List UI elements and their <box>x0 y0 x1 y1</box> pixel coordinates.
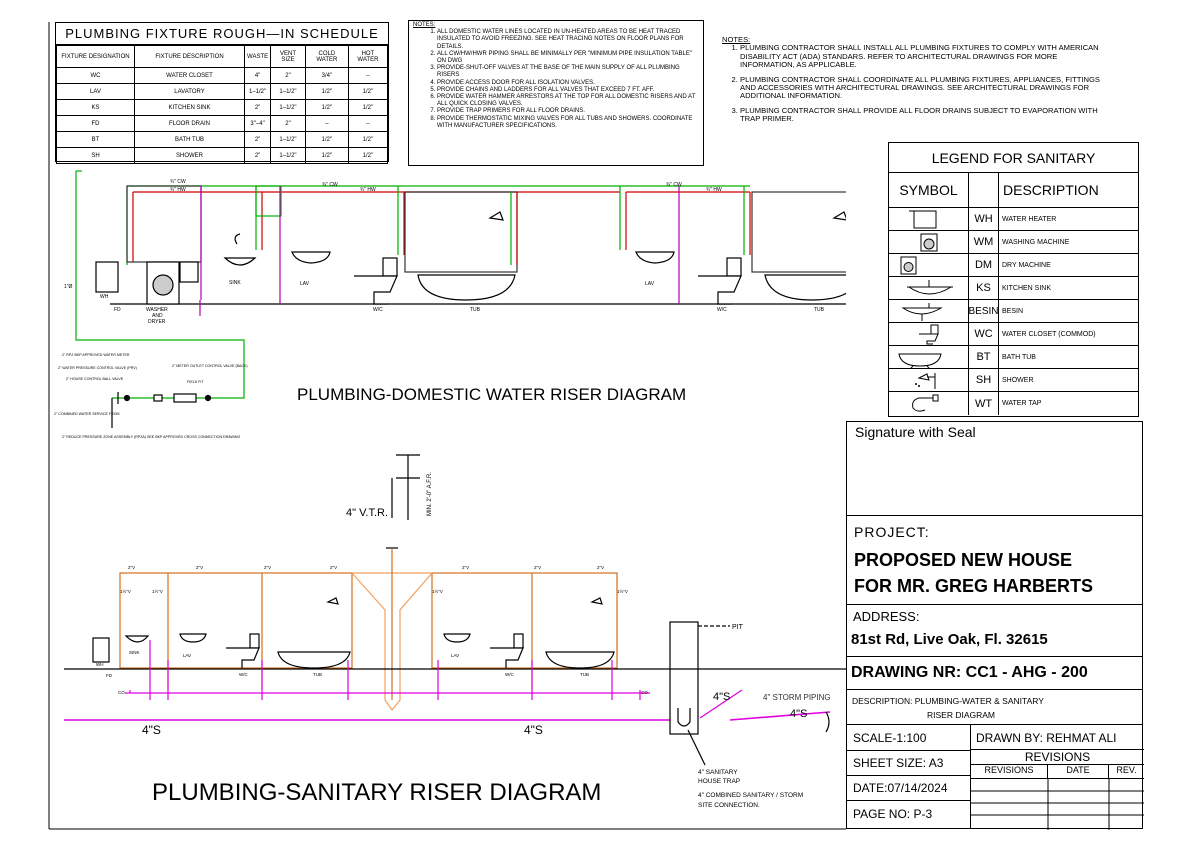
note-item: 2. ALL CW/HW/HWR PIPING SHALL BE MINIMALLY PER "MINIMUM PIPE INSULATION TABLE" ON DWG <box>437 51 699 65</box>
cell: 1–1/2" <box>245 84 271 100</box>
water-heater-icon <box>93 638 109 662</box>
wh-label: WH <box>96 662 104 667</box>
schedule-header: FIXTURE DESIGNATION <box>57 46 135 68</box>
fd-label: FD <box>106 673 112 678</box>
lav-label: LAV <box>645 281 655 287</box>
washing-machine-icon <box>889 231 969 253</box>
callout: 2" RPZ BKP APPROVED WATER METER <box>62 353 130 357</box>
basin-icon <box>889 300 969 322</box>
vent-label: 2"V <box>196 565 204 570</box>
house-trap-label: 4" SANITARY <box>698 769 738 776</box>
lavatory-icon <box>292 252 330 263</box>
tub-wall <box>405 192 517 272</box>
cell: 1/2" <box>348 148 387 164</box>
cell: LAV <box>57 84 135 100</box>
cell: 2" <box>245 148 271 164</box>
lavatory-icon <box>180 634 206 642</box>
schedule-title: PLUMBING FIXTURE ROUGH—IN SCHEDULE <box>56 23 388 45</box>
legend-desc: BESIN <box>1002 307 1024 315</box>
cell: SH <box>57 148 135 164</box>
legend-col-description: DESCRIPTION <box>1003 182 1099 198</box>
cell: 1/2" <box>348 84 387 100</box>
address-label: ADDRESS: <box>853 609 920 624</box>
cell: 1/2" <box>305 84 348 100</box>
wh-label: WH <box>100 294 109 300</box>
revisions-col: REVISIONS <box>971 765 1048 779</box>
tub-label: TUB <box>470 307 480 313</box>
legend-row <box>889 231 1138 254</box>
callout: 2" REDUCE PRESSURE ZONE ASSEMBLY (RPZA) SEE BKP APPROVED CROSS CONNECTION DRAWING <box>62 435 241 439</box>
cell: 2" <box>271 68 306 84</box>
washer-label: WASHER AND DRYER <box>146 307 168 325</box>
legend-col-symbol: SYMBOL <box>889 173 969 207</box>
address-section <box>847 605 1142 657</box>
water-closet-bowl <box>354 276 397 304</box>
project-label: PROJECT: <box>854 524 930 540</box>
cell: 1/2" <box>348 100 387 116</box>
bath-tub-icon <box>278 652 350 668</box>
title-block <box>846 421 1143 829</box>
shower-icon <box>490 212 503 220</box>
cell: 3"–4" <box>245 116 271 132</box>
min-afr-label: MIN. 2'-0" A.F.R. <box>427 472 433 516</box>
note-item: 4. PROVIDE ACCESS DOOR FOR ALL ISOLATION VALVES. <box>437 80 699 87</box>
sheet-size-cell <box>847 751 971 776</box>
revisions-grid-lines <box>971 779 1144 830</box>
tub-label: TUB <box>580 672 589 677</box>
sheet-size: SHEET SIZE: A3 <box>853 756 944 770</box>
dryer-icon <box>180 262 198 282</box>
sanitary-main <box>730 712 830 720</box>
cell: 1/2" <box>305 132 348 148</box>
sanitary-fixtures <box>93 598 614 668</box>
vent-label: 2"V <box>264 565 272 570</box>
co-label: CO <box>641 690 648 695</box>
callout: 2" METER OUTLET CONTROL VALVE (BACK) <box>172 364 248 368</box>
kitchen-sink-icon <box>889 277 969 299</box>
legend-code: BT <box>969 346 999 368</box>
schedule-header: WASTE <box>245 46 271 68</box>
drawn-by-cell <box>971 725 1144 750</box>
legend-desc: BATH TUB <box>1002 353 1036 361</box>
cell: KITCHEN SINK <box>135 100 245 116</box>
water-heater-icon <box>96 262 118 292</box>
sink-label: SINK <box>229 280 241 286</box>
vent-label: 2"V <box>534 565 542 570</box>
trap-leader <box>688 730 705 765</box>
faucet <box>235 234 240 244</box>
scale-value: SCALE-1:100 <box>853 731 927 745</box>
washer-door <box>153 275 173 295</box>
legend-desc: DRY MACHINE <box>1002 261 1051 269</box>
water-closet-icon <box>889 323 969 345</box>
schedule-header: HOT WATER <box>348 46 387 68</box>
cell: – <box>348 68 387 84</box>
legend-desc: KITCHEN SINK <box>1002 284 1052 292</box>
lavatory-icon <box>636 252 674 263</box>
water-closet-icon <box>383 258 397 276</box>
cell: WATER CLOSET <box>135 68 245 84</box>
note-item: 3. PROVIDE-SHUT-OFF VALVES AT THE BASE OF THE MAIN SUPPLY OF ALL PLUMBING RISERS <box>437 65 699 79</box>
note-item: 8. PROVIDE THERMOSTATIC MIXING VALVES FOR ALL TUBS AND SHOWERS. COORDINATE WITH MANUFACTURER SPECIFICATIONS. <box>437 116 699 130</box>
description-section <box>847 690 1142 725</box>
water-fixtures <box>96 212 846 304</box>
legend-code: WT <box>969 392 999 415</box>
legend-header <box>889 173 1138 208</box>
notes-heading: NOTES: <box>722 35 751 44</box>
project-name-line1: PROPOSED NEW HOUSE <box>854 550 1073 570</box>
hw-label: ¾" HW <box>170 187 186 193</box>
cell: 1–1/2" <box>271 132 306 148</box>
note-item: 7. PROVIDE TRAP PRIMERS FOR ALL FLOOR DRAINS. <box>437 108 699 115</box>
callout: 2" WATER PRESSURE CONTROL VALVE (PRV) <box>58 366 137 370</box>
water-closet-icon <box>514 634 523 648</box>
bath-tub-icon <box>418 275 515 300</box>
page-no-cell <box>847 801 971 829</box>
shower-icon <box>889 369 969 391</box>
wc-label: W/C <box>717 307 727 313</box>
legend-row <box>889 392 1138 415</box>
hw-label: ¾" HW <box>706 187 722 193</box>
shower-icon <box>328 598 338 604</box>
vent-label: 1½"V <box>617 589 628 594</box>
signature-label: Signature with Seal <box>855 424 976 440</box>
break-line <box>826 712 829 732</box>
sanitary-size-label: 4"S <box>524 723 543 737</box>
vent-label: 2"V <box>330 565 338 570</box>
cell: 1/2" <box>348 132 387 148</box>
shower-icon <box>592 598 602 604</box>
bath-tub-icon <box>546 652 614 668</box>
storm-label: 4" STORM PIPING <box>763 693 831 702</box>
dry-machine-icon <box>889 254 969 276</box>
schedule-header: VENT SIZE <box>271 46 306 68</box>
cell: – <box>348 116 387 132</box>
legend-row <box>889 208 1138 231</box>
cell: 2" <box>245 132 271 148</box>
date-cell <box>847 776 971 801</box>
legend-col-spacer <box>969 173 999 207</box>
legend-row <box>889 346 1138 369</box>
note-item: 3. PLUMBING CONTRACTOR SHALL PROVIDE ALL FLOOR DRAINS SUBJECT TO EVAPORATION WITH TRAP PRIMER. <box>740 107 1112 124</box>
legend-code: DM <box>969 254 999 276</box>
water-closet-bowl <box>490 648 523 668</box>
vent-label: 1½"V <box>120 589 131 594</box>
kitchen-sink-icon <box>126 636 148 642</box>
address-value: 81st Rd, Live Oak, Fl. 32615 <box>851 631 1048 648</box>
sanitary-riser <box>64 455 846 765</box>
water-tap-icon <box>889 392 969 415</box>
house-trap-label: HOUSE TRAP <box>698 778 741 785</box>
tub-label: TUB <box>814 307 824 313</box>
sanitary-size-label: 4"S <box>790 708 808 720</box>
legend-desc: WATER CLOSET (COMMOD) <box>1002 330 1096 338</box>
legend-title: LEGEND FOR SANITARY <box>889 143 1138 173</box>
cell: SHOWER <box>135 148 245 164</box>
schedule-header: COLD WATER <box>305 46 348 68</box>
tub-label: TUB <box>313 672 322 677</box>
legend-code: BESIN <box>969 300 999 322</box>
callout: FIELD FIT <box>187 380 204 384</box>
note-item: 5. PROVIDE CHAINS AND LADDERS FOR ALL VALVES THAT EXCEED 7 FT. AFF. <box>437 87 699 94</box>
tub-wall <box>752 192 846 272</box>
sink-label: SINK <box>129 650 140 655</box>
revisions-title: REVISIONS <box>971 750 1144 765</box>
vtr-label: 4" V.T.R. <box>346 507 389 519</box>
drawing-number-section <box>847 657 1142 690</box>
legend-code: KS <box>969 277 999 299</box>
description-line1: DESCRIPTION: PLUMBING-WATER & SANITARY <box>852 696 1044 706</box>
cell: WC <box>57 68 135 84</box>
cell: FD <box>57 116 135 132</box>
page-number: PAGE NO: P-3 <box>853 807 933 821</box>
shower-icon <box>834 212 846 220</box>
water-riser-title: PLUMBING-DOMESTIC WATER RISER DIAGRAM <box>297 385 687 404</box>
water-closet-bowl <box>698 276 741 304</box>
schedule-header: FIXTURE DESCRIPTION <box>135 46 245 68</box>
sanitary-riser-title: PLUMBING-SANITARY RISER DIAGRAM <box>152 779 602 806</box>
legend-row <box>889 369 1138 392</box>
meter-callouts <box>54 353 248 439</box>
house-trap-label: 4" COMBINED SANITARY / STORM <box>698 792 804 799</box>
drawing-number: DRAWING NR: CC1 - AHG - 200 <box>851 664 1088 681</box>
kitchen-sink-icon <box>225 258 255 265</box>
main-size-label: 1"Ø <box>64 284 73 290</box>
sanitary-legend <box>888 142 1139 417</box>
vent-cross <box>392 573 432 710</box>
vent-label: 1½"V <box>152 589 163 594</box>
cell: 1/2" <box>305 148 348 164</box>
legend-desc: WATER TAP <box>1002 400 1042 407</box>
cell: 4" <box>245 68 271 84</box>
sanitary-size-label: 4"S <box>142 723 161 737</box>
cell: FLOOR DRAIN <box>135 116 245 132</box>
cell: 2" <box>245 100 271 116</box>
project-section <box>847 516 1142 605</box>
legend-code: SH <box>969 369 999 391</box>
signature-area <box>847 422 1142 516</box>
cw-label: ¾" CW <box>170 179 186 185</box>
legend-row <box>889 277 1138 300</box>
legend-desc: WASHING MACHINE <box>1002 238 1070 246</box>
water-closet-icon <box>250 634 259 648</box>
date-col: DATE <box>1048 765 1109 779</box>
water-closet-bowl <box>226 648 259 668</box>
callout: 2" HOUSE CONTROL BALL VALVE <box>66 377 124 381</box>
pit <box>670 622 698 734</box>
lav-label: LAV <box>451 653 460 658</box>
cell: 2" <box>271 116 306 132</box>
cell: 1–1/2" <box>271 148 306 164</box>
pit-label: PIT <box>732 624 743 631</box>
callout: 2" COMBINED WATER SERVICE FROM <box>54 412 120 416</box>
lav-label: LAV <box>300 281 310 287</box>
fd-label: FD <box>114 307 121 313</box>
cell: – <box>305 116 348 132</box>
vent-label: 2"V <box>128 565 136 570</box>
legend-code: WC <box>969 323 999 345</box>
meter-assembly <box>112 392 218 428</box>
wc-label: W/C <box>239 672 248 677</box>
lavatory-icon <box>444 634 470 642</box>
lav-label: LAV <box>183 653 192 658</box>
drawn-by: DRAWN BY: REHMAT ALI <box>976 731 1117 745</box>
bath-tub-icon <box>765 275 846 300</box>
cw-label: ¾" CW <box>666 182 682 188</box>
vent-label: 1½"V <box>432 589 443 594</box>
cell: 1/2" <box>305 100 348 116</box>
water-heater-icon <box>889 208 969 230</box>
sanitary-size-label: 4"S <box>713 691 731 703</box>
revisions-table <box>971 750 1144 830</box>
legend-row <box>889 323 1138 346</box>
wc-label: W/C <box>505 672 514 677</box>
co-label: CO <box>118 690 125 695</box>
note-item: 1. PLUMBING CONTRACTOR SHALL INSTALL ALL PLUMBING FIXTURES TO COMPLY WITH AMERICAN DISABILITY ACT (ADA) STANDARS. REFER TO ARCHITECTURAL DRAWINGS FOR MORE INFORMATION, AS APPLICABLE. <box>740 44 1112 69</box>
note-item: 2. PLUMBING CONTRACTOR SHALL COORDINATE ALL PLUMBING FIXTURES, APPLIANCES, FITTINGS AND ACCESSORIES WITH ARCHITECTURAL DRAWINGS. SEE ARCHITECTURAL DRAWINGS FOR ADDITIONAL INFORMATION. <box>740 76 1112 101</box>
legend-code: WH <box>969 208 999 230</box>
cw-label: ¾" CW <box>322 182 338 188</box>
date-value: DATE:07/14/2024 <box>853 781 948 795</box>
cell: 1–1/2" <box>271 84 306 100</box>
rev-col: REV. <box>1109 765 1144 779</box>
project-name-line2: FOR MR. GREG HARBERTS <box>854 576 1094 596</box>
water-closet-icon <box>727 258 741 276</box>
cell: KS <box>57 100 135 116</box>
note-item: 6. PROVIDE WATER HAMMER ARRESTORS AT THE TOP FOR ALL DOMESTIC RISERS AND AT ALL QUICK CLOSING VALVES. <box>437 94 699 108</box>
legend-row <box>889 254 1138 277</box>
scale-cell <box>847 725 971 751</box>
hw-label: ¾" HW <box>360 187 376 193</box>
cell: LAVATORY <box>135 84 245 100</box>
cell: BT <box>57 132 135 148</box>
wc-label: W/C <box>373 307 383 313</box>
house-trap <box>678 708 690 726</box>
legend-code: WM <box>969 231 999 253</box>
vent-label: 2"V <box>462 565 470 570</box>
legend-row <box>889 300 1138 323</box>
legend-desc: WATER HEATER <box>1002 215 1057 223</box>
bath-tub-icon <box>889 346 969 368</box>
vent-cross <box>352 573 392 710</box>
washer-closet-box <box>127 186 201 262</box>
cell: BATH TUB <box>135 132 245 148</box>
vent-label: 2"V <box>597 565 605 570</box>
legend-desc: SHOWER <box>1002 376 1034 384</box>
description-line2: RISER DIAGRAM <box>927 710 996 720</box>
house-trap-label: SITE CONNECTION. <box>698 802 760 809</box>
cell: 3/4" <box>305 68 348 84</box>
notes-heading: NOTES: <box>413 22 436 28</box>
note-item: 1. ALL DOMESTIC WATER LINES LOCATED IN UN-HEATED AREAS TO BE HEAT TRACED INSULATED TO AVOID FREEZING. SEE HEAT TRACING NOTES ON FLOOR PLANS FOR DETAILS. <box>437 29 699 51</box>
riser-loop <box>256 186 281 216</box>
cell: 1–1/2" <box>271 100 306 116</box>
